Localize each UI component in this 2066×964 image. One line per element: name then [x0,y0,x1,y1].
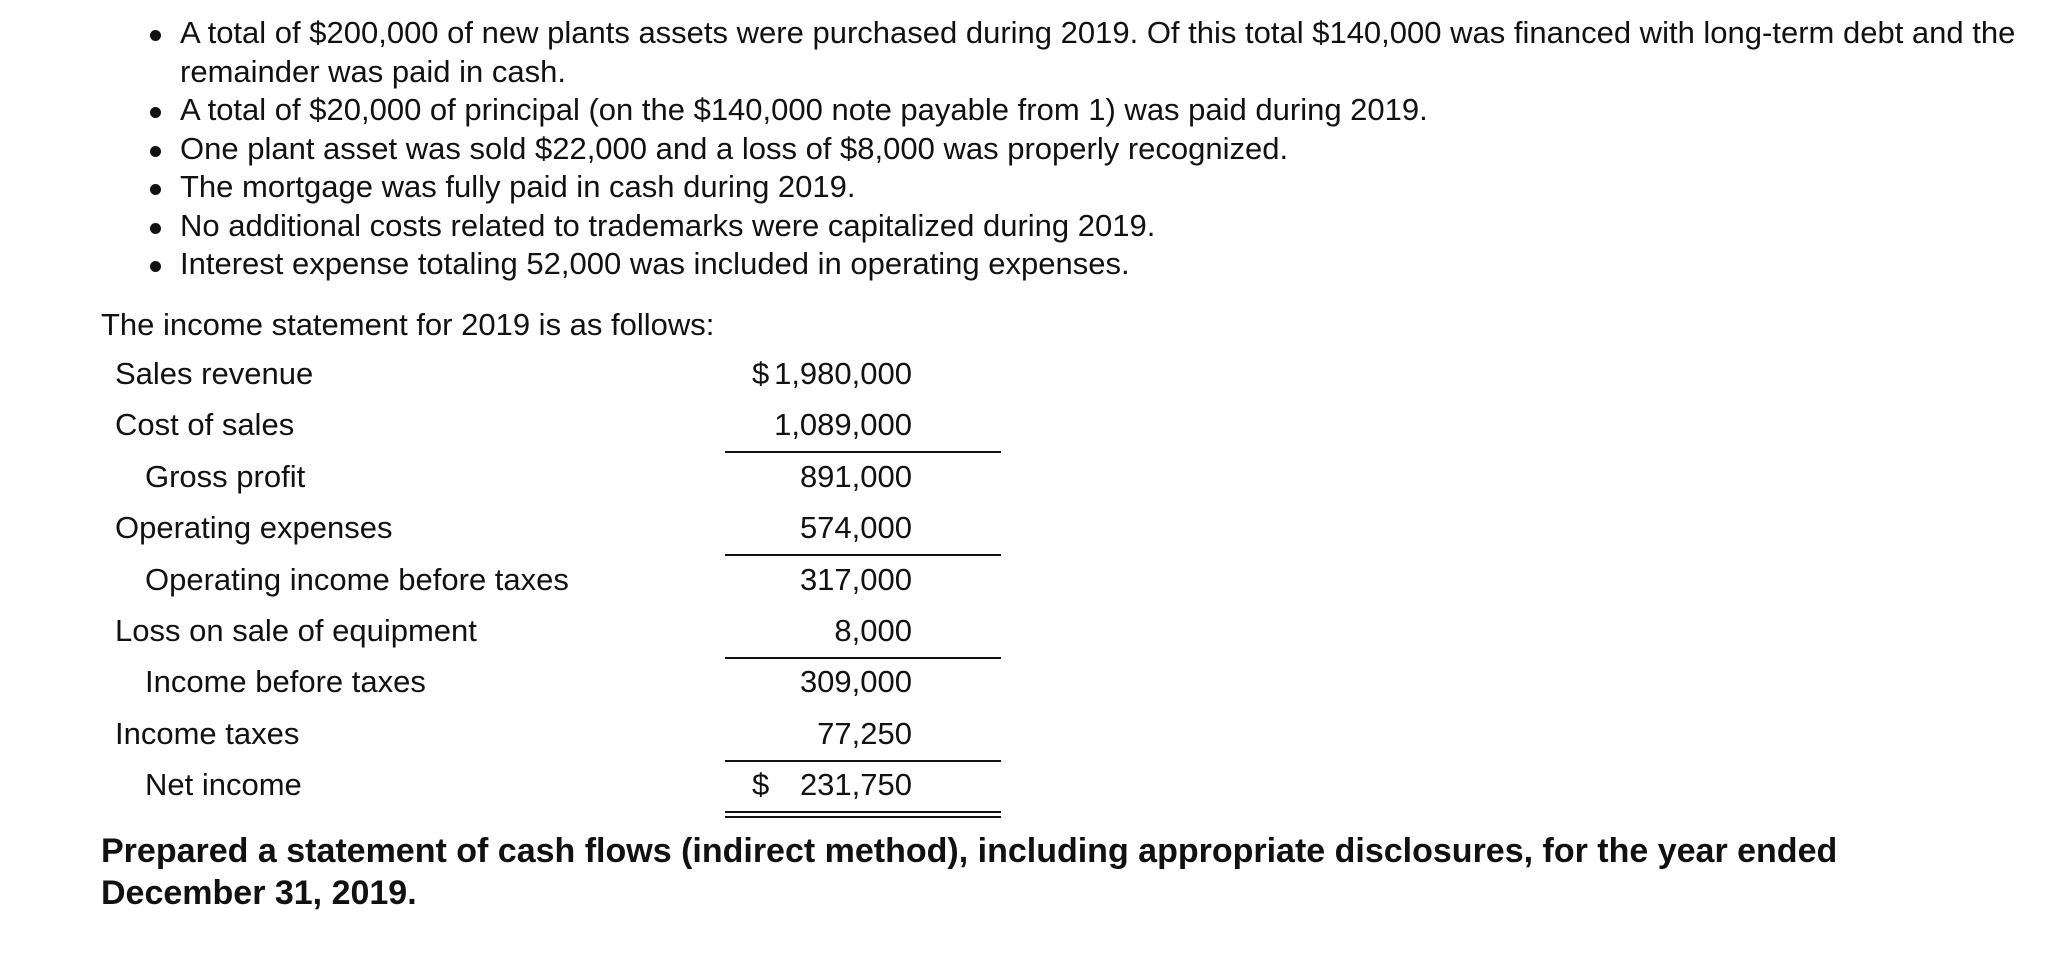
table-row [100,663,920,714]
facts-list [140,14,2040,284]
total-double-rule [725,811,1001,818]
table-row [100,458,920,509]
row-amount: 1,980,000 [774,356,912,391]
row-amount: 1,089,000 [774,407,912,443]
table-row [100,509,920,560]
table-row [100,715,920,766]
row-label: Gross profit [145,458,306,494]
bullet-text: One plant asset was sold $22,000 and a loss of $8,000 was properly recognized. [180,130,1289,166]
row-label: Income before taxes [145,664,426,700]
row-amount: 317,000 [799,561,912,597]
bullet-icon [150,146,161,157]
list-item [140,130,2040,169]
bullet-icon [150,261,161,272]
table-row [100,766,920,817]
table-row [100,561,920,612]
row-label: Sales revenue [115,356,314,391]
currency-symbol: $ [752,356,770,391]
income-statement-intro: The income statement for 2019 is as follows: [101,307,715,342]
list-item [140,168,2040,207]
row-amount: 77,250 [817,715,912,751]
row-label: Operating income before taxes [145,561,569,597]
subtotal-rule [725,760,1001,762]
subtotal-rule [725,554,1001,556]
bullet-icon [150,223,161,234]
row-amount: 309,000 [799,664,912,700]
row-label: Operating expenses [115,510,393,546]
row-label: Income taxes [115,715,300,751]
subtotal-rule [725,451,1001,453]
bullet-icon [150,184,161,195]
row-label: Cost of sales [115,407,295,443]
bullet-text: A total of $20,000 of principal (on the $140,000 note payable from 1) was paid during 2019. [180,92,1428,127]
list-item [140,91,2040,130]
currency-symbol: $ [752,767,770,803]
row-amount: 574,000 [799,510,912,546]
list-item [140,245,2040,284]
row-amount: 891,000 [799,458,912,494]
list-item [140,207,2040,246]
subtotal-rule [725,657,1001,659]
task-instruction: Prepared a statement of cash flows (indirect method), including appropriate disclosures, for the year ended December 31, 2019. [101,832,1838,912]
table-row [100,406,920,457]
bullet-text: No additional costs related to trademarks were capitalized during 2019. [180,207,1156,243]
row-label: Loss on sale of equipment [115,612,477,648]
bullet-icon [150,30,161,41]
income-statement-table [100,355,920,818]
row-amount: 231,750 [799,767,912,803]
table-row [100,355,920,406]
list-item [140,14,2040,91]
bullet-text: A total of $200,000 of new plants assets were purchased during 2019. Of this total $140,000 was financed with long-term debt and the remainder was paid in cash. [180,15,2016,89]
row-label: Net income [145,767,302,803]
row-amount: 8,000 [834,612,912,648]
bullet-icon [150,107,161,118]
table-row [100,612,920,663]
bullet-text: Interest expense totaling 52,000 was included in operating expenses. [180,246,1130,281]
bullet-text: The mortgage was fully paid in cash during 2019. [180,169,856,204]
